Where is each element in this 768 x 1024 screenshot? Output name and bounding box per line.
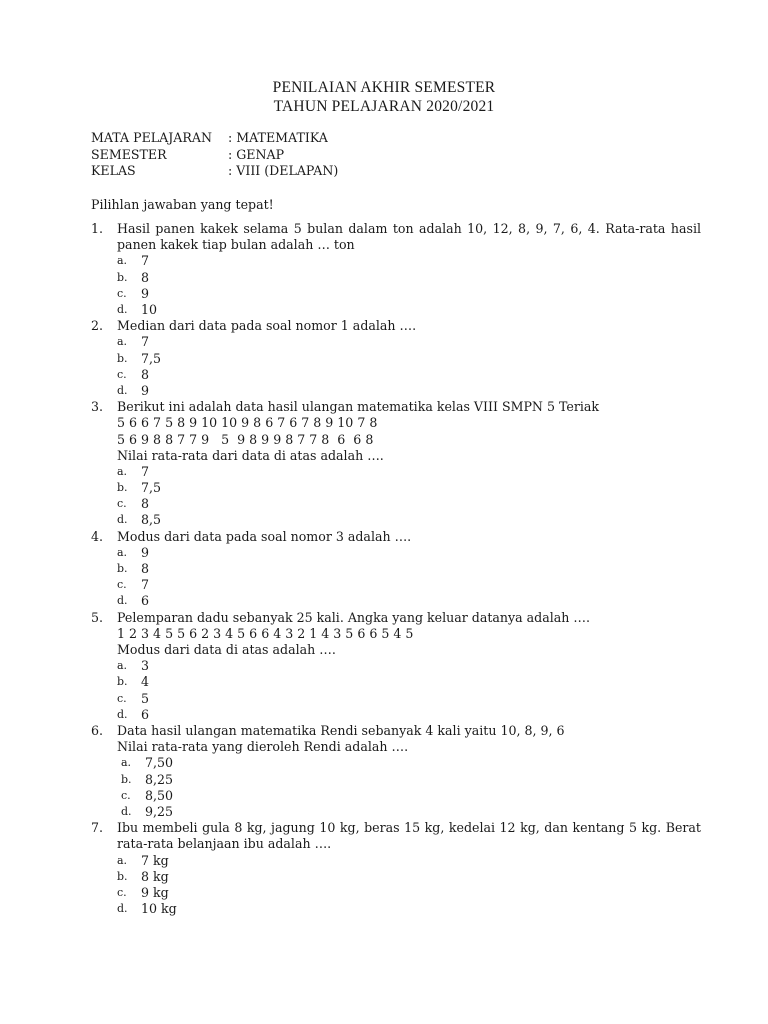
answer-option xyxy=(117,253,701,269)
meta-semester xyxy=(91,147,284,163)
question-number: 1. xyxy=(91,221,104,236)
answer-option xyxy=(117,869,701,885)
option-letter: b. xyxy=(117,562,128,576)
question-text: Berikut ini adalah data hasil ulangan matematika kelas VIII SMPN 5 Teriak xyxy=(117,399,600,415)
option-letter: a. xyxy=(121,756,132,770)
option-text: 3 xyxy=(141,658,150,674)
option-text: 9 kg xyxy=(141,884,169,900)
meta-value: : VIII (DELAPAN) xyxy=(228,163,339,178)
question-extra-line: 1 2 3 4 5 5 6 2 3 4 5 6 6 4 3 2 1 4 3 5 6 6 5 4 5 xyxy=(117,625,414,641)
answer-option xyxy=(117,853,701,869)
option-letter: d. xyxy=(117,302,128,316)
option-text: 4 xyxy=(141,674,150,690)
question-number: 6. xyxy=(91,722,104,738)
question-text: Median dari data pada soal nomor 1 adalah …. xyxy=(117,318,417,334)
instruction: Pilihlan jawaban yang tepat! xyxy=(91,197,274,212)
answer-option xyxy=(117,885,701,901)
option-letter: b. xyxy=(117,481,128,495)
option-text: 8,50 xyxy=(145,787,174,803)
question-number: 7. xyxy=(91,820,104,836)
option-text: 6 xyxy=(141,706,150,722)
option-letter: a. xyxy=(117,254,128,268)
option-letter: c. xyxy=(117,367,127,381)
option-letter: a. xyxy=(117,659,128,673)
option-text: 10 xyxy=(141,301,158,317)
question-3 xyxy=(91,399,701,529)
answer-option xyxy=(121,788,701,804)
answer-option xyxy=(117,383,701,399)
option-text: 7 xyxy=(141,463,150,479)
answer-options xyxy=(117,755,701,820)
question-extra-line: Nilai rata-rata dari data di atas adalah …. xyxy=(117,447,384,463)
option-text: 7,5 xyxy=(141,350,162,366)
option-letter: a. xyxy=(117,464,128,478)
option-text: 8 xyxy=(141,366,150,382)
answer-option xyxy=(117,593,701,609)
question-7 xyxy=(91,820,701,917)
answer-option xyxy=(117,512,701,528)
option-letter: c. xyxy=(117,885,127,899)
answer-option xyxy=(121,772,701,788)
option-text: 9 xyxy=(141,382,150,398)
option-letter: c. xyxy=(117,578,127,592)
answer-option xyxy=(117,496,701,512)
option-letter: a. xyxy=(117,853,128,867)
answer-option xyxy=(117,334,701,350)
question-extra-line: 5 6 6 7 5 8 9 10 10 9 8 6 7 6 7 8 9 10 7 8 xyxy=(117,415,378,431)
option-text: 7,5 xyxy=(141,480,162,496)
option-letter: a. xyxy=(117,335,128,349)
option-text: 5 xyxy=(141,690,150,706)
option-letter: b. xyxy=(117,351,128,365)
question-text: Pelemparan dadu sebanyak 25 kali. Angka yang keluar datanya adalah …. xyxy=(117,609,590,625)
option-text: 10 kg xyxy=(141,901,177,917)
option-text: 7,50 xyxy=(145,755,174,771)
option-letter: d. xyxy=(117,513,128,527)
answer-option xyxy=(121,804,701,820)
meta-key: MATA PELAJARAN xyxy=(91,130,212,145)
question-text: Ibu membeli gula 8 kg, jagung 10 kg, beras 15 kg, kedelai 12 kg, dan kentang 5 kg. Berat rata-rata belanjaan ibu adalah …. xyxy=(117,820,701,852)
meta-key: SEMESTER xyxy=(91,147,167,162)
option-text: 8 xyxy=(141,496,150,512)
question-number: 2. xyxy=(91,318,104,334)
option-letter: c. xyxy=(117,691,127,705)
option-text: 8,5 xyxy=(141,512,162,528)
question-text: Data hasil ulangan matematika Rendi sebanyak 4 kali yaitu 10, 8, 9, 6 xyxy=(117,722,565,738)
answer-option xyxy=(117,901,701,917)
option-text: 8 xyxy=(141,269,150,285)
option-letter: c. xyxy=(121,788,131,802)
question-extra-line: Nilai rata-rata yang dieroleh Rendi adalah …. xyxy=(117,739,409,755)
exam-title: PENILAIAN AKHIR SEMESTER xyxy=(272,79,496,96)
question-1 xyxy=(91,221,701,318)
option-text: 8 xyxy=(141,561,150,577)
answer-options xyxy=(117,464,701,529)
answer-options xyxy=(117,545,701,610)
option-text: 9 xyxy=(141,285,150,301)
question-text: Hasil panen kakek selama 5 bulan dalam ton adalah 10, 12, 8, 9, 7, 6, 4. Rata-rata hasil panen kakek tiap bulan adalah … ton xyxy=(117,221,701,253)
option-letter: d. xyxy=(117,383,128,397)
option-letter: b. xyxy=(117,270,128,284)
question-4 xyxy=(91,529,701,610)
answer-options xyxy=(117,853,701,918)
option-text: 9,25 xyxy=(145,803,174,819)
answer-options xyxy=(117,658,701,723)
answer-options xyxy=(117,334,701,399)
question-extra-line: 5 6 9 8 8 7 7 9 5 9 8 9 9 8 7 7 8 6 6 8 xyxy=(117,431,374,447)
option-letter: a. xyxy=(117,545,128,559)
option-letter: d. xyxy=(117,707,128,721)
question-6 xyxy=(91,723,701,820)
option-letter: c. xyxy=(117,286,127,300)
answer-option xyxy=(121,755,701,771)
answer-option xyxy=(117,464,701,480)
meta-subject xyxy=(91,130,328,146)
option-text: 8 kg xyxy=(141,868,169,884)
option-text: 9 xyxy=(141,544,150,560)
answer-option xyxy=(117,545,701,561)
meta-value: : MATEMATIKA xyxy=(228,130,328,145)
option-letter: d. xyxy=(121,804,132,818)
answer-option xyxy=(117,286,701,302)
option-letter: c. xyxy=(117,497,127,511)
meta-class xyxy=(91,163,338,179)
question-5 xyxy=(91,610,701,723)
answer-option xyxy=(117,674,701,690)
question-text: Modus dari data pada soal nomor 3 adalah …. xyxy=(117,528,412,544)
option-text: 6 xyxy=(141,593,150,609)
option-text: 7 xyxy=(141,577,150,593)
option-text: 7 kg xyxy=(141,852,169,868)
answer-option xyxy=(117,351,701,367)
question-extra-line: Modus dari data di atas adalah …. xyxy=(117,642,336,658)
option-letter: b. xyxy=(117,869,128,883)
answer-option xyxy=(117,707,701,723)
meta-key: KELAS xyxy=(91,163,136,178)
answer-option xyxy=(117,658,701,674)
answer-option xyxy=(117,577,701,593)
question-2 xyxy=(91,318,701,399)
option-letter: b. xyxy=(121,772,132,786)
option-letter: d. xyxy=(117,594,128,608)
answer-option xyxy=(117,302,701,318)
answer-option xyxy=(117,270,701,286)
exam-year: TAHUN PELAJARAN 2020/2021 xyxy=(273,98,495,115)
option-text: 7 xyxy=(141,253,150,269)
option-letter: b. xyxy=(117,675,128,689)
answer-option xyxy=(117,367,701,383)
answer-option xyxy=(117,561,701,577)
question-number: 5. xyxy=(91,609,104,625)
answer-option xyxy=(117,691,701,707)
question-list xyxy=(91,221,701,917)
option-text: 7 xyxy=(141,334,150,350)
answer-option xyxy=(117,480,701,496)
meta-value: : GENAP xyxy=(228,147,285,162)
answer-options xyxy=(117,253,701,318)
question-number: 3. xyxy=(91,399,104,415)
question-number: 4. xyxy=(91,528,104,544)
option-letter: d. xyxy=(117,902,128,916)
option-text: 8,25 xyxy=(145,771,174,787)
